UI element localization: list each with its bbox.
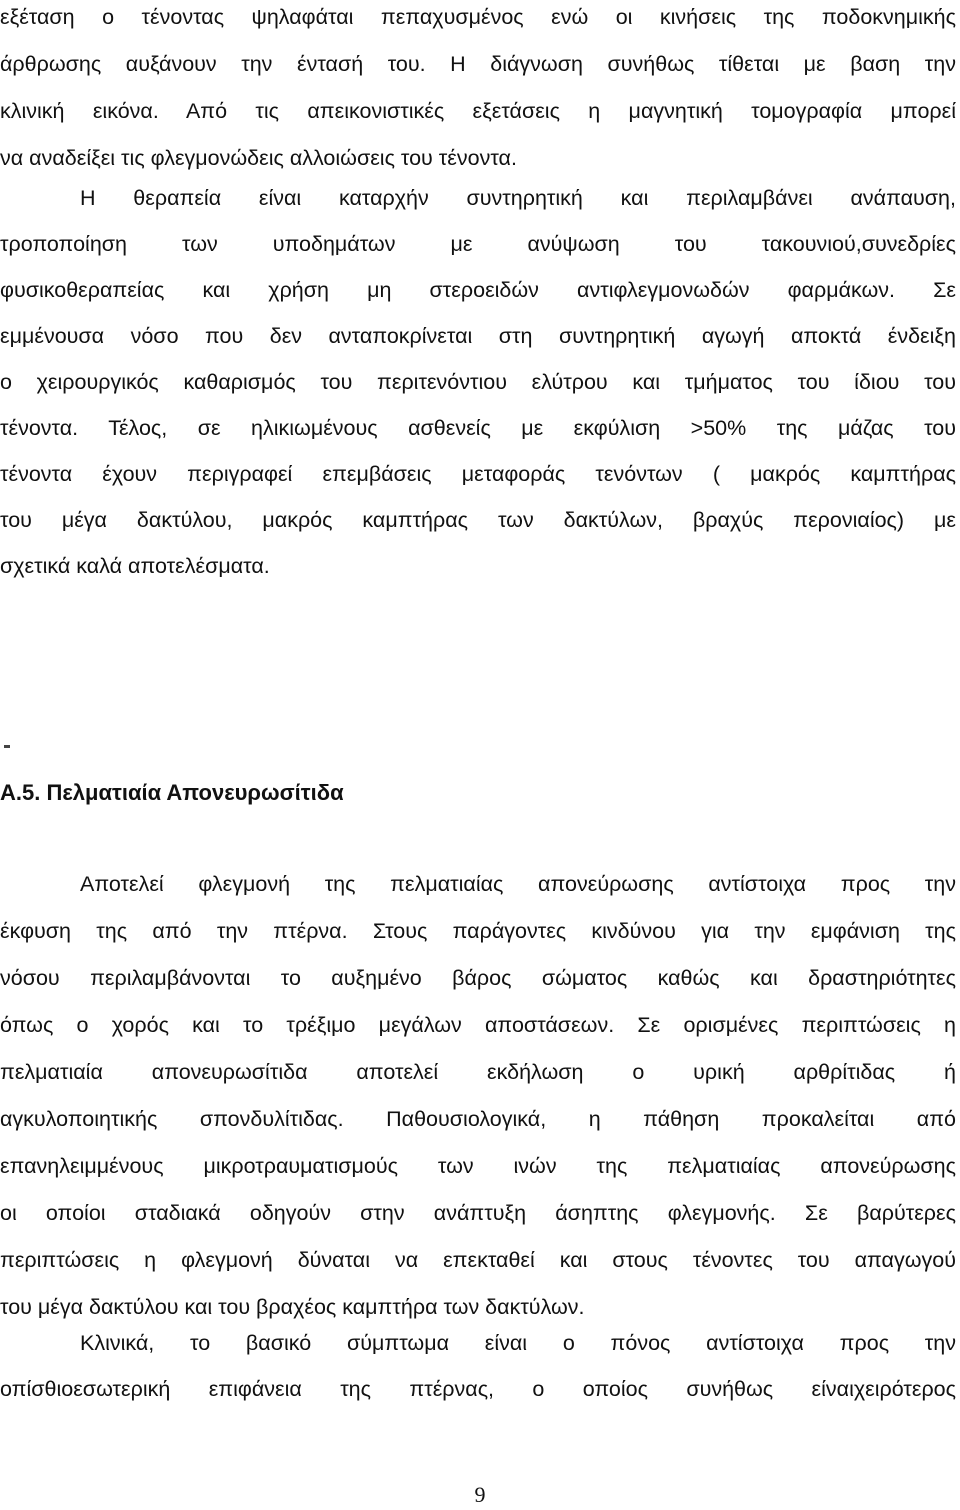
page-number: 9 [474,1482,486,1507]
text-line: τροποποίηση των υποδημάτων με ανύψωση του τακουνιού,συνεδρίες [0,232,956,256]
text-line: Κλινικά, το βασικό σύμπτωμα είναι ο πόνος αντίστοιχα προς την [80,1331,956,1355]
text-line: έκφυση της από την πτέρνα. Στους παράγοντες κινδύνου για την εμφάνιση της [0,919,956,943]
text-line: περιπτώσεις η φλεγμονή δύναται να επεκταθεί και στους τένοντες του απαγωγού [0,1248,956,1272]
text-line: τένοντα έχουν περιγραφεί επεμβάσεις μεταφοράς τενόντων ( μακρός καμπτήρας [0,462,956,486]
text-line: του μέγα δακτύλου και του βραχέος καμπτήρα των δακτύλων. [0,1295,585,1319]
text-line: Αποτελεί φλεγμονή της πελματιαίας απονεύρωσης αντίστοιχα προς την [80,872,956,896]
text-line: εμμένουσα νόσο που δεν ανταποκρίνεται στη συντηρητική αγωγή αποκτά ένδειξη [0,324,956,348]
paragraph-treatment [0,183,956,581]
text-line: άρθρωσης αυξάνουν την έντασή του. Η διάγνωση συνήθως τίθεται με βαση την [0,52,956,76]
text-line: του μέγα δακτύλου, μακρός καμπτήρας των δακτύλων, βραχύς περονιαίος) με [0,508,956,532]
text-line: αγκυλοποιητικής σπονδυλίτιδας. Παθουσιολογικά, η πάθηση προκαλείται από [0,1107,956,1131]
paragraph-diagnosis [0,2,956,173]
text-line: νόσου περιλαμβάνονται το αυξημένο βάρος σώματος καθώς και δραστηριότητες [0,966,956,990]
text-line: όπως ο χορός και το τρέξιμο μεγάλων αποστάσεων. Σε ορισμένες περιπτώσεις η [0,1013,956,1037]
text-line: εξέταση ο τένοντας ψηλαφάται πεπαχυσμένος ενώ οι κινήσεις της ποδοκνημικής [0,5,956,29]
text-line: να αναδείξει τις φλεγμονώδεις αλλοιώσεις του τένοντα. [0,146,517,170]
text-line: κλινική εικόνα. Από τις απεικονιστικές εξετάσεις η μαγνητική τομογραφία μπορεί [0,99,956,123]
text-line: σχετικά καλά αποτελέσματα. [0,554,270,578]
paragraph-plantar-fasciitis [0,869,956,1322]
paragraph-clinical [0,1328,956,1404]
text-line: επανηλειμμένους μικροτραυματισμούς των ινών της πελματιαίας απονεύρωσης [0,1154,956,1178]
text-line: πελματιαία απονευρωσίτιδα αποτελεί εκδήλωση ο υρική αρθρίτιδας ή [0,1060,956,1084]
text-line: Η θεραπεία είναι καταρχήν συντηρητική και περιλαμβάνει ανάπαυση, [80,186,956,210]
text-line: οπίσθιοεσωτερική επιφάνεια της πτέρνας, ο οποίος συνήθως είναιχειρότερος [0,1377,956,1401]
section-heading: Α.5. Πελματιαία Απονευρωσίτιδα [0,780,344,805]
text-line: οι οποίοι σταδιακά οδηγούν στην ανάπτυξη άσηπτης φλεγμονής. Σε βαρύτερες [0,1201,956,1225]
text-line: φυσικοθεραπείας και χρήση μη στεροειδών αντιφλεγμονωδών φαρμάκων. Σε [0,278,956,302]
dash-mark [4,745,10,748]
text-line: ο χειρουργικός καθαρισμός του περιτενόντιου ελύτρου και τμήματος του ίδιου του [0,370,956,394]
text-line: τένοντα. Τέλος, σε ηλικιωμένους ασθενείς με εκφύλιση >50% της μάζας του [0,416,956,440]
